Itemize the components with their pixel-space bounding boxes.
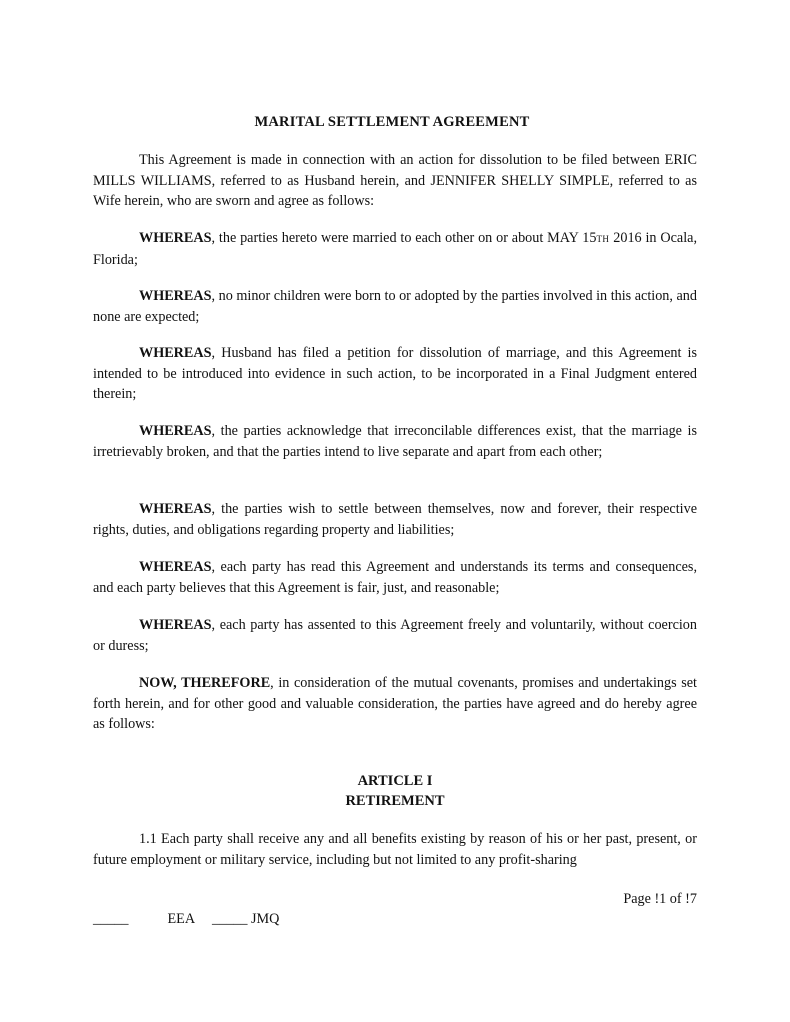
document-title: MARITAL SETTLEMENT AGREEMENT xyxy=(254,114,530,130)
whereas-differences-text: , the parties acknowledge that irreconcilable differences exist, that the marriage is irretrievably broken, and that the parties intend to live separate and apart from each other; xyxy=(93,423,697,460)
whereas-children-text: , no minor children were born to or adopted by the parties involved in this action, and none are expected; xyxy=(93,288,697,325)
initials-line: _____ EEA _____ JMQ xyxy=(93,911,280,927)
whereas-label: WHEREAS xyxy=(139,288,212,304)
whereas-assented-text: , each party has assented to this Agreement freely and voluntarily, without coercion or duress; xyxy=(93,617,697,654)
whereas-label: WHEREAS xyxy=(139,230,212,246)
date-suffix: TH xyxy=(596,234,610,244)
whereas-settle-paragraph xyxy=(93,499,697,540)
article-paragraph-1-1: 1.1 Each party shall receive any and all benefits existing by reason of his or her past, present, or future employment or military service, including but not limited to any profit-sharing xyxy=(93,831,697,868)
now-therefore-label: NOW, THEREFORE xyxy=(139,675,271,691)
whereas-label: WHEREAS xyxy=(139,423,212,439)
whereas-married-paragraph xyxy=(93,228,697,270)
whereas-read-paragraph xyxy=(93,557,697,598)
whereas-read-text: , each party has read this Agreement and understands its terms and consequences, and each party believes that this Agreement is fair, just, and reasonable; xyxy=(93,559,697,596)
whereas-married-text: , the parties hereto were married to each other on or about MAY 15 xyxy=(211,230,597,246)
intro-paragraph: This Agreement is made in connection with an action for dissolution to be filed between ERIC MILLS WILLIAMS, referred to as Husband herein, and JENNIFER SHELLY SIMPLE, referred to as Wife herein, who are sworn and agree as follows: xyxy=(93,152,697,209)
whereas-petition-text: , Husband has filed a petition for dissolution of marriage, and this Agreement is intended to be introduced into evidence in such action, to be incorporated in a Final Judgment entered therein; xyxy=(93,345,697,402)
whereas-label: WHEREAS xyxy=(139,345,212,361)
now-therefore-paragraph xyxy=(93,673,697,735)
whereas-differences-paragraph xyxy=(93,421,697,462)
whereas-label: WHEREAS xyxy=(139,501,212,517)
article-title: RETIREMENT xyxy=(345,793,445,809)
whereas-assented-paragraph xyxy=(93,615,697,656)
whereas-petition-paragraph xyxy=(93,343,697,405)
whereas-label: WHEREAS xyxy=(139,559,212,575)
whereas-children-paragraph xyxy=(93,286,697,327)
article-number: ARTICLE I xyxy=(357,773,433,789)
whereas-settle-text: , the parties wish to settle between themselves, now and forever, their respective rights, duties, and obligations regarding property and liabilities; xyxy=(93,501,697,538)
whereas-married-text-end: 2016 in Ocala, Florida; xyxy=(93,230,697,268)
whereas-label: WHEREAS xyxy=(139,617,212,633)
now-therefore-text: , in consideration of the mutual covenants, promises and undertakings set forth herein, and for other good and valuable consideration, the parties have agreed and do hereby agree as follows: xyxy=(93,675,697,732)
page-number: Page !1 of !7 xyxy=(623,891,697,907)
